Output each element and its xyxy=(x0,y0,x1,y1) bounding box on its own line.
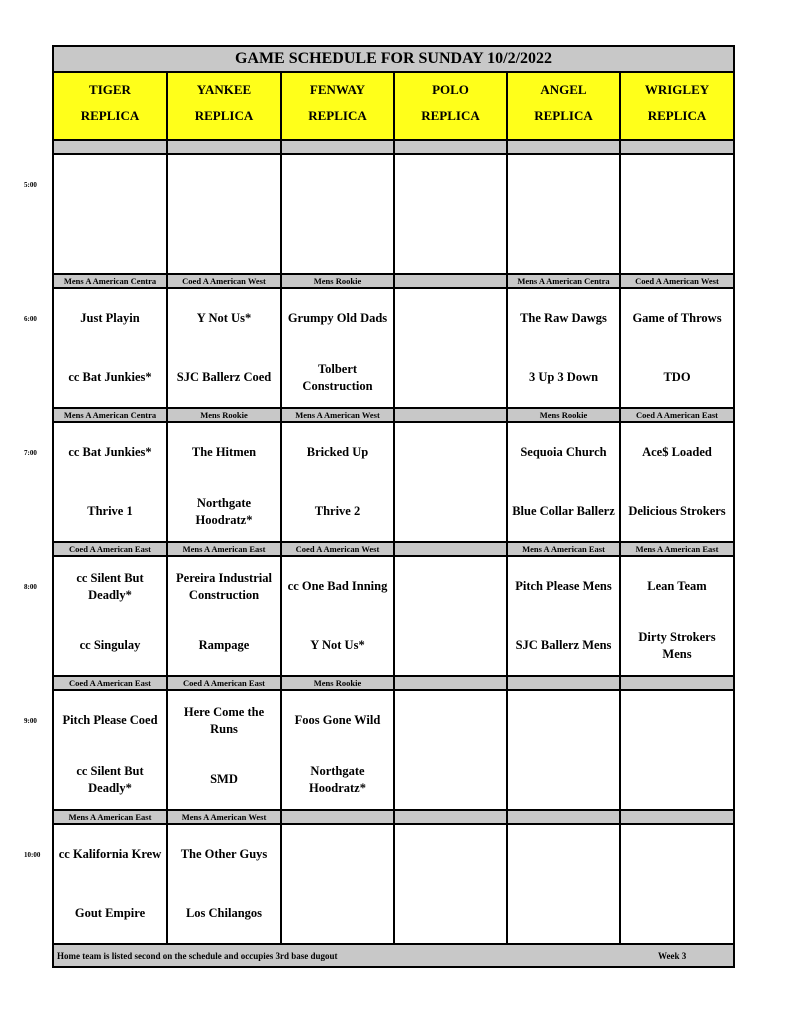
division-label: Mens A American East xyxy=(621,543,733,555)
division-row xyxy=(54,677,733,691)
division-label xyxy=(168,141,282,153)
game-cell xyxy=(54,825,168,943)
division-row xyxy=(54,141,733,155)
division-label: Coed A American West xyxy=(621,275,733,287)
visiting-team: Just Playin xyxy=(80,311,140,325)
game-cell xyxy=(282,289,395,407)
field-sub: REPLICA xyxy=(308,108,367,123)
time-label: 7:00 xyxy=(24,449,37,457)
visiting-team xyxy=(508,825,619,884)
visiting-team xyxy=(395,825,506,884)
home-team: Tolbert Construction xyxy=(302,361,373,393)
division-label xyxy=(621,141,733,153)
visiting-team: Lean Team xyxy=(647,579,707,593)
visiting-team xyxy=(395,557,506,616)
visiting-team xyxy=(621,691,733,750)
field-header-polo xyxy=(395,73,508,139)
home-team: 3 Up 3 Down xyxy=(528,370,599,384)
game-cell xyxy=(395,289,508,407)
home-team: cc Silent But Deadly* xyxy=(76,763,144,795)
home-team: Gout Empire xyxy=(74,906,146,920)
visiting-team: Pitch Please Coed xyxy=(62,713,158,727)
home-team: Rampage xyxy=(198,638,250,652)
field-name: ANGEL xyxy=(540,82,587,97)
home-team: SMD xyxy=(210,772,238,786)
home-team: SJC Ballerz Mens xyxy=(515,638,612,652)
time-label: 9:00 xyxy=(24,717,37,725)
division-label xyxy=(508,677,621,689)
game-slot-row xyxy=(54,557,733,677)
division-label: Coed A American East xyxy=(168,677,282,689)
division-label xyxy=(395,543,508,555)
visiting-team: cc One Bad Inning xyxy=(287,579,388,593)
game-cell xyxy=(508,825,621,943)
visiting-team: cc Bat Junkies* xyxy=(68,445,152,459)
division-label xyxy=(508,141,621,153)
division-label xyxy=(395,811,508,823)
schedule-title: GAME SCHEDULE FOR SUNDAY 10/2/2022 xyxy=(54,47,733,73)
visiting-team: The Raw Dawgs xyxy=(520,311,607,325)
division-label: Mens A American West xyxy=(282,409,395,421)
game-cell xyxy=(621,155,733,273)
game-cell xyxy=(282,691,395,809)
visiting-team: Bricked Up xyxy=(306,445,369,459)
home-team xyxy=(395,482,506,541)
field-header-wrigley xyxy=(621,73,733,139)
field-header-fenway xyxy=(282,73,395,139)
division-label: Mens Rookie xyxy=(168,409,282,421)
visiting-team: Y Not Us* xyxy=(196,311,252,325)
division-row xyxy=(54,275,733,289)
game-cell xyxy=(282,423,395,541)
division-label: Mens A American Centra xyxy=(508,275,621,287)
division-label: Mens A American East xyxy=(54,811,168,823)
game-slot-row xyxy=(54,825,733,945)
game-cell xyxy=(168,155,282,273)
division-label xyxy=(395,677,508,689)
home-team xyxy=(508,884,619,943)
visiting-team xyxy=(282,155,393,214)
division-label xyxy=(508,811,621,823)
division-label: Mens Rookie xyxy=(282,275,395,287)
home-team xyxy=(395,348,506,407)
game-cell xyxy=(168,691,282,809)
visiting-team xyxy=(395,423,506,482)
week-label: Week 3 xyxy=(658,950,687,961)
home-team: cc Singulay xyxy=(79,638,141,652)
visiting-team xyxy=(395,155,506,214)
division-label: Coed A American West xyxy=(282,543,395,555)
game-cell xyxy=(395,155,508,273)
division-label xyxy=(395,141,508,153)
home-team xyxy=(54,214,166,273)
time-label: 6:00 xyxy=(24,315,37,323)
game-cell xyxy=(621,289,733,407)
visiting-team: Ace$ Loaded xyxy=(642,445,712,459)
division-label: Coed A American East xyxy=(54,677,168,689)
visiting-team: cc Kalifornia Krew xyxy=(58,847,162,861)
field-sub: REPLICA xyxy=(534,108,593,123)
home-team xyxy=(395,616,506,675)
home-team xyxy=(508,214,619,273)
time-slots xyxy=(54,141,733,945)
division-label: Mens A American East xyxy=(168,543,282,555)
game-cell xyxy=(508,691,621,809)
game-cell xyxy=(508,155,621,273)
division-label xyxy=(621,677,733,689)
home-team: Dirty Strokers Mens xyxy=(638,629,716,661)
game-slot-row xyxy=(54,289,733,409)
home-team xyxy=(621,884,733,943)
home-team: cc Bat Junkies* xyxy=(68,370,152,384)
field-header-row xyxy=(54,73,733,141)
game-cell xyxy=(282,155,395,273)
field-sub: REPLICA xyxy=(80,108,140,123)
division-label: Coed A American East xyxy=(54,543,168,555)
home-team xyxy=(282,884,393,943)
field-sub: REPLICA xyxy=(647,108,707,123)
division-label xyxy=(395,275,508,287)
game-cell xyxy=(395,423,508,541)
home-team xyxy=(282,214,393,273)
division-label xyxy=(395,409,508,421)
division-label xyxy=(282,141,395,153)
game-cell xyxy=(395,557,508,675)
home-team: TDO xyxy=(663,370,691,384)
home-team: Blue Collar Ballerz xyxy=(512,504,615,518)
division-label: Mens A American East xyxy=(508,543,621,555)
visiting-team: cc Silent But Deadly* xyxy=(76,570,144,602)
visiting-team: Here Come the Runs xyxy=(183,704,265,736)
game-cell xyxy=(282,557,395,675)
schedule-footer xyxy=(54,945,733,966)
division-label: Mens A American West xyxy=(168,811,282,823)
game-cell xyxy=(621,423,733,541)
footer-note: Home team is listed second on the schedule and occupies 3rd base dugout xyxy=(57,950,338,961)
game-cell xyxy=(168,423,282,541)
game-cell xyxy=(54,557,168,675)
visiting-team xyxy=(508,691,619,750)
visiting-team: Pitch Please Mens xyxy=(515,579,612,593)
visiting-team xyxy=(621,155,733,214)
game-slot-row xyxy=(54,423,733,543)
game-cell xyxy=(395,691,508,809)
field-sub: REPLICA xyxy=(421,108,480,123)
game-cell xyxy=(508,423,621,541)
field-header-tiger xyxy=(54,73,168,139)
division-label: Mens Rookie xyxy=(508,409,621,421)
division-label: Mens A American Centra xyxy=(54,275,168,287)
field-sub: REPLICA xyxy=(194,108,254,123)
division-label xyxy=(282,811,395,823)
division-row xyxy=(54,543,733,557)
home-team: Y Not Us* xyxy=(310,638,365,652)
home-team: Northgate Hoodratz* xyxy=(309,763,366,795)
game-cell xyxy=(621,825,733,943)
game-cell xyxy=(621,691,733,809)
game-slot-row xyxy=(54,691,733,811)
division-label: Mens A American Centra xyxy=(54,409,168,421)
time-label: 8:00 xyxy=(24,583,37,591)
home-team: Delicious Strokers xyxy=(628,504,726,518)
field-name: POLO xyxy=(432,82,469,97)
home-team xyxy=(395,750,506,809)
visiting-team xyxy=(54,155,166,214)
visiting-team xyxy=(395,289,506,348)
game-cell xyxy=(621,557,733,675)
visiting-team xyxy=(168,155,280,214)
division-label: Mens Rookie xyxy=(282,677,395,689)
game-cell xyxy=(282,825,395,943)
home-team xyxy=(621,214,733,273)
home-team xyxy=(395,214,506,273)
time-label: 5:00 xyxy=(24,181,37,189)
division-row xyxy=(54,811,733,825)
home-team xyxy=(621,750,733,809)
game-cell xyxy=(54,423,168,541)
game-cell xyxy=(508,289,621,407)
game-cell xyxy=(168,825,282,943)
game-slot-row xyxy=(54,155,733,275)
visiting-team: The Hitmen xyxy=(191,445,257,459)
home-team: SJC Ballerz Coed xyxy=(176,370,272,384)
division-label: Coed A American West xyxy=(168,275,282,287)
visiting-team xyxy=(621,825,733,884)
visiting-team: Pereira Industrial Construction xyxy=(176,570,272,602)
game-cell xyxy=(508,557,621,675)
home-team xyxy=(168,214,280,273)
home-team: Northgate Hoodratz* xyxy=(195,495,253,527)
time-label: 10:00 xyxy=(24,851,41,859)
visiting-team xyxy=(508,155,619,214)
visiting-team: The Other Guys xyxy=(180,847,268,861)
field-name: FENWAY xyxy=(309,82,366,97)
field-name: YANKEE xyxy=(196,82,252,97)
home-team xyxy=(395,884,506,943)
home-team xyxy=(508,750,619,809)
game-cell xyxy=(168,289,282,407)
field-name: TIGER xyxy=(89,82,131,97)
division-row xyxy=(54,409,733,423)
division-label xyxy=(54,141,168,153)
field-header-yankee xyxy=(168,73,282,139)
game-cell xyxy=(54,155,168,273)
visiting-team xyxy=(395,691,506,750)
division-label xyxy=(621,811,733,823)
visiting-team xyxy=(282,825,393,884)
game-cell xyxy=(395,825,508,943)
division-label: Coed A American East xyxy=(621,409,733,421)
visiting-team: Sequoia Church xyxy=(520,445,607,459)
field-header-angel xyxy=(508,73,621,139)
game-cell xyxy=(168,557,282,675)
game-cell xyxy=(54,691,168,809)
visiting-team: Game of Throws xyxy=(632,311,722,325)
game-cell xyxy=(54,289,168,407)
visiting-team: Grumpy Old Dads xyxy=(287,311,388,325)
home-team: Thrive 1 xyxy=(87,504,133,518)
visiting-team: Foos Gone Wild xyxy=(294,713,381,727)
field-name: WRIGLEY xyxy=(644,82,710,97)
schedule-sheet xyxy=(52,45,735,968)
home-team: Los Chilangos xyxy=(185,906,263,920)
home-team: Thrive 2 xyxy=(314,504,361,518)
